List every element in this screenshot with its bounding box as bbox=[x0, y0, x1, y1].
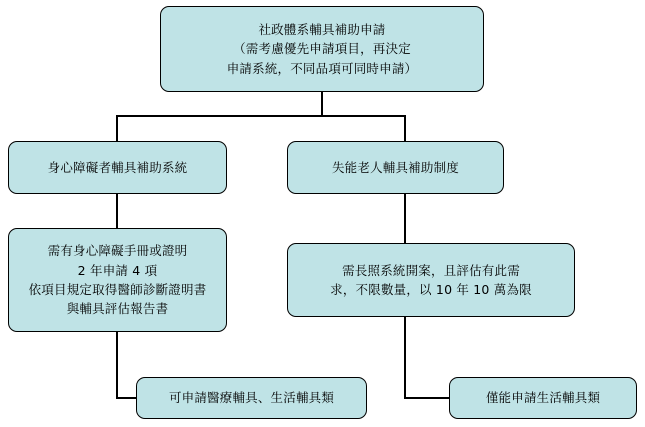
node-disabled-out-line-1: 可申請醫療輔具、生活輔具類 bbox=[168, 390, 335, 406]
connector-disabled-requirements-to-outcome bbox=[116, 397, 138, 399]
node-disabled-req-line-2: 2 年申請 4 項 bbox=[77, 262, 158, 278]
node-disabled-outcome[interactable] bbox=[136, 377, 367, 419]
connector-elder-requirements-down bbox=[404, 317, 406, 398]
node-root-line-3: 申請系統，不同品項可同時申請） bbox=[226, 60, 418, 76]
connector-disabled-branch-to-requirements bbox=[116, 194, 118, 229]
node-elder-requirements[interactable] bbox=[287, 243, 575, 317]
connector-split-horizontal bbox=[116, 115, 406, 117]
connector-to-elder-branch bbox=[404, 115, 406, 142]
node-root-line-2: （需考慮優先申請項目，再決定 bbox=[233, 41, 411, 57]
node-disabled-req-line-1: 需有身心障礙手冊或證明 bbox=[47, 243, 188, 259]
node-disabled-req-line-4: 與輔具評估報告書 bbox=[66, 301, 169, 317]
node-disabled-line-1: 身心障礙者輔具補助系統 bbox=[47, 159, 188, 175]
connector-root-down bbox=[321, 92, 323, 116]
node-root-application[interactable] bbox=[160, 6, 484, 92]
node-elder-req-line-2: 求，不限數量，以 10 年 10 萬為限 bbox=[330, 282, 532, 297]
node-elder-outcome[interactable] bbox=[449, 377, 637, 419]
node-disabled-req-line-3: 依項目規定取得醫師診斷證明書 bbox=[28, 282, 207, 297]
connector-elder-requirements-to-outcome bbox=[404, 397, 451, 399]
node-elder-out-line-1: 僅能申請生活輔具類 bbox=[485, 390, 601, 406]
node-elder-line-1: 失能老人輔具補助制度 bbox=[331, 159, 459, 175]
node-elder-req-line-1: 需長照系統開案，且評估有此需 bbox=[342, 262, 520, 278]
node-root-line-1: 社政體系輔具補助申請 bbox=[258, 21, 386, 37]
connector-elder-branch-to-requirements bbox=[404, 194, 406, 244]
connector-disabled-requirements-down bbox=[116, 332, 118, 398]
node-disabled-requirements[interactable] bbox=[8, 228, 227, 332]
node-elder-aid-system[interactable] bbox=[287, 141, 504, 194]
node-disabled-aid-system[interactable] bbox=[8, 141, 227, 194]
connector-to-disabled-branch bbox=[116, 115, 118, 142]
